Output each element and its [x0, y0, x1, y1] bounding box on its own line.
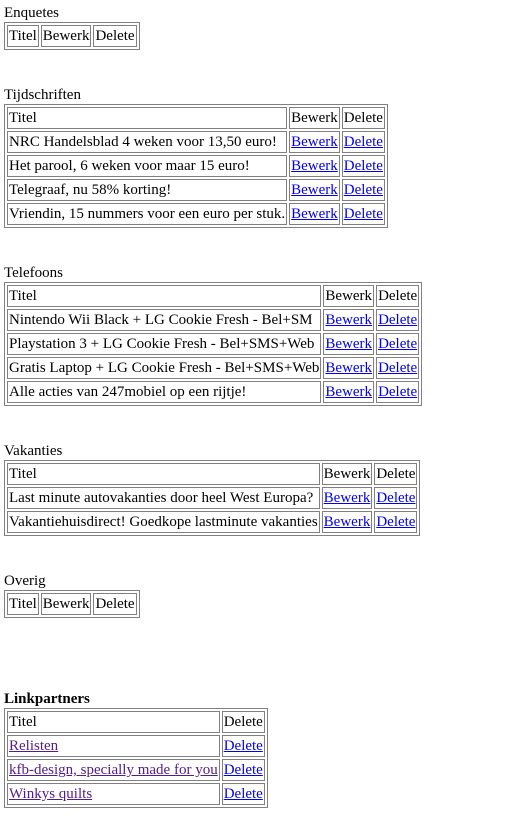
- section-title-vakanties: Vakanties: [4, 443, 63, 459]
- table-row: [7, 381, 419, 403]
- delete-link[interactable]: Delete: [223, 738, 263, 754]
- delete-link[interactable]: Delete: [343, 158, 383, 174]
- table-row: [7, 357, 419, 379]
- section-title-enquetes: Enquetes: [4, 5, 59, 21]
- delete-link[interactable]: Delete: [343, 134, 383, 150]
- header-delete: Delete: [376, 285, 419, 307]
- table-row: [7, 309, 419, 331]
- table-header-row: [7, 593, 137, 615]
- table-row: [7, 155, 385, 177]
- row-title: Het parool, 6 weken voor maar 15 euro!: [7, 155, 287, 177]
- edit-link[interactable]: Bewerk: [291, 182, 338, 198]
- section-vakanties: [4, 442, 420, 536]
- row-title: Alle acties van 247mobiel op een rijtje!: [7, 381, 321, 403]
- table-row: [7, 735, 265, 757]
- table-linkpartners: [4, 708, 268, 808]
- table-overig: [4, 590, 140, 618]
- delete-link[interactable]: Delete: [378, 384, 418, 400]
- table-row: [7, 179, 385, 201]
- header-delete: Delete: [374, 463, 417, 485]
- header-titel: Titel: [7, 593, 39, 615]
- edit-link[interactable]: Bewerk: [291, 206, 338, 222]
- table-enquetes: [4, 22, 140, 50]
- partner-link[interactable]: kfb-design, specially made for you: [9, 762, 218, 778]
- table-header-row: [7, 25, 137, 47]
- table-telefoons: [4, 282, 422, 406]
- edit-link[interactable]: Bewerk: [291, 134, 338, 150]
- row-title: Gratis Laptop + LG Cookie Fresh - Bel+SMS+Web: [7, 357, 321, 379]
- section-title-overig: Overig: [4, 573, 46, 589]
- edit-link[interactable]: Bewerk: [323, 490, 371, 506]
- header-titel: Titel: [7, 285, 321, 307]
- header-bewerk: Bewerk: [289, 107, 340, 129]
- delete-link[interactable]: Delete: [223, 786, 263, 802]
- header-titel: Titel: [7, 25, 39, 47]
- edit-link[interactable]: Bewerk: [323, 514, 371, 530]
- row-title: Vriendin, 15 nummers voor een euro per stuk.: [7, 203, 287, 225]
- table-vakanties: [4, 460, 420, 536]
- header-delete: Delete: [342, 107, 385, 129]
- section-telefoons: [4, 264, 422, 406]
- header-titel: Titel: [7, 711, 220, 733]
- header-titel: Titel: [7, 463, 320, 485]
- table-row: [7, 783, 265, 805]
- table-row: [7, 131, 385, 153]
- edit-link[interactable]: Bewerk: [325, 312, 373, 328]
- table-row: [7, 511, 417, 533]
- section-overig: [4, 572, 140, 618]
- header-bewerk: Bewerk: [41, 593, 92, 615]
- section-title-telefoons: Telefoons: [4, 265, 63, 281]
- row-title: Telegraaf, nu 58% korting!: [7, 179, 287, 201]
- header-titel: Titel: [7, 107, 287, 129]
- row-title: NRC Handelsblad 4 weken voor 13,50 euro!: [7, 131, 287, 153]
- delete-link[interactable]: Delete: [223, 762, 263, 778]
- header-delete: Delete: [93, 25, 136, 47]
- edit-link[interactable]: Bewerk: [325, 336, 373, 352]
- delete-link[interactable]: Delete: [343, 206, 383, 222]
- section-title-linkpartners: Linkpartners: [4, 691, 90, 707]
- table-row: [7, 759, 265, 781]
- edit-link[interactable]: Bewerk: [291, 158, 338, 174]
- table-row: [7, 333, 419, 355]
- table-row: [7, 203, 385, 225]
- row-title: Nintendo Wii Black + LG Cookie Fresh - Bel+SM: [7, 309, 321, 331]
- header-delete: Delete: [222, 711, 265, 733]
- delete-link[interactable]: Delete: [376, 490, 416, 506]
- table-row: [7, 487, 417, 509]
- header-bewerk: Bewerk: [322, 463, 373, 485]
- partner-link[interactable]: Winkys quilts: [9, 786, 93, 802]
- table-tijdschriften: [4, 104, 388, 228]
- section-enquetes: [4, 4, 140, 50]
- row-title: Last minute autovakanties door heel West Europa?: [7, 487, 320, 509]
- header-bewerk: Bewerk: [323, 285, 374, 307]
- section-tijdschriften: [4, 86, 388, 228]
- header-bewerk: Bewerk: [41, 25, 92, 47]
- edit-link[interactable]: Bewerk: [325, 384, 373, 400]
- table-header-row: [7, 285, 419, 307]
- table-header-row: [7, 711, 265, 733]
- partner-link[interactable]: Relisten: [9, 738, 59, 754]
- header-delete: Delete: [93, 593, 136, 615]
- section-title-tijdschriften: Tijdschriften: [4, 87, 81, 103]
- edit-link[interactable]: Bewerk: [325, 360, 373, 376]
- row-title: Vakantiehuisdirect! Goedkope lastminute vakanties: [7, 511, 320, 533]
- delete-link[interactable]: Delete: [378, 360, 418, 376]
- table-header-row: [7, 463, 417, 485]
- section-linkpartners: [4, 690, 268, 808]
- delete-link[interactable]: Delete: [376, 514, 416, 530]
- delete-link[interactable]: Delete: [343, 182, 383, 198]
- table-header-row: [7, 107, 385, 129]
- delete-link[interactable]: Delete: [378, 312, 418, 328]
- delete-link[interactable]: Delete: [378, 336, 418, 352]
- row-title: Playstation 3 + LG Cookie Fresh - Bel+SMS+Web: [7, 333, 321, 355]
